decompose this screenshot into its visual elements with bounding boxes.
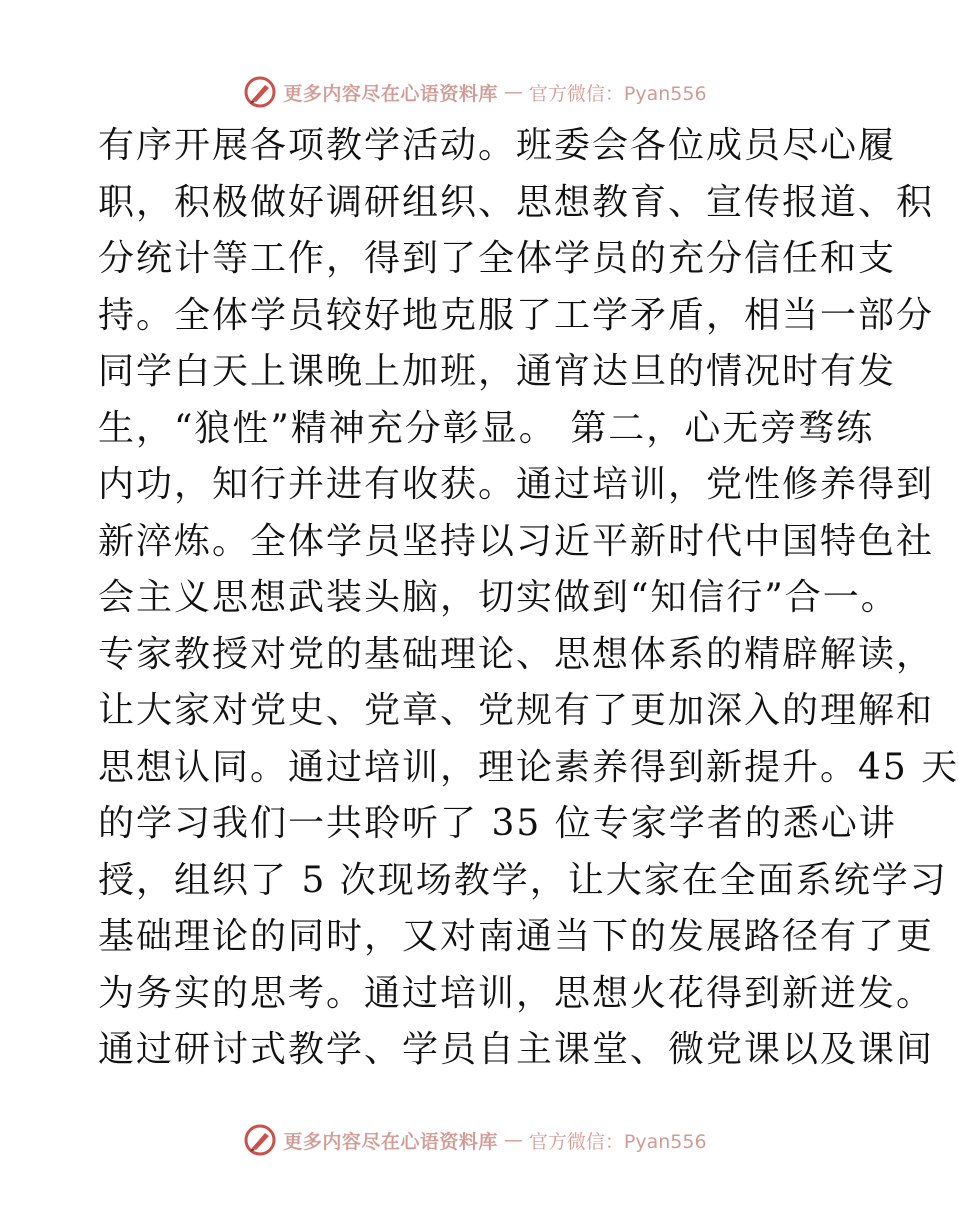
text-line: 有序开展各项教学活动。班委会各位成员尽心履 — [98, 125, 897, 166]
text-line: 思想认同。通过培训，理论素养得到新提升。45 天 — [98, 746, 959, 788]
text-line: 同学白天上课晚上加班，通宵达旦的情况时有发 — [98, 351, 897, 392]
watermark-contact: 官方微信：Pyan556 — [528, 82, 707, 105]
text-line: 新淬炼。全体学员坚持以习近平新时代中国特色社 — [98, 520, 935, 562]
watermark-text: 更多内容尽在心语资料库 — [283, 1130, 498, 1153]
text-line: 的学习我们一共聆听了 35 位专家学者的悉心讲 — [98, 803, 897, 844]
text-line: 职，积极做好调研组织、思想教育、宣传报道、积 — [98, 181, 935, 223]
watermark-text: 更多内容尽在心语资料库 — [283, 82, 498, 105]
watermark-banner-top — [0, 72, 950, 112]
watermark-banner-bottom — [0, 1120, 950, 1160]
text-line: 分统计等工作，得到了全体学员的充分信任和支 — [98, 238, 897, 279]
body-text — [98, 118, 959, 1079]
pen-circle-logo-icon — [243, 1123, 277, 1157]
text-line: 会主义思想武装头脑，切实做到“知信行”合一。 — [98, 577, 899, 618]
text-line: 通过研讨式教学、学员自主课堂、微党课以及课间 — [98, 1029, 935, 1070]
text-line: 让大家对党史、党章、党规有了更加深入的理解和 — [98, 690, 935, 731]
watermark-dash: — — [503, 1129, 523, 1151]
text-line: 持。全体学员较好地克服了工学矛盾，相当一部分 — [98, 294, 935, 336]
text-line: 生，“狼性”精神充分彰显。 第二，心无旁骛练 — [98, 407, 875, 449]
watermark-dash: — — [503, 81, 523, 103]
watermark-contact: 官方微信：Pyan556 — [528, 1130, 707, 1153]
text-line: 专家教授对党的基础理论、思想体系的精辟解读， — [98, 633, 935, 675]
text-line: 为务实的思考。通过培训，思想火花得到新迸发。 — [98, 972, 935, 1014]
text-line: 授，组织了 5 次现场教学，让大家在全面系统学习 — [98, 859, 948, 901]
text-line: 基础理论的同时，又对南通当下的发展路径有了更 — [98, 916, 935, 957]
pen-circle-logo-icon — [243, 75, 277, 109]
text-line: 内功，知行并进有收获。通过培训，党性修养得到 — [98, 464, 935, 505]
